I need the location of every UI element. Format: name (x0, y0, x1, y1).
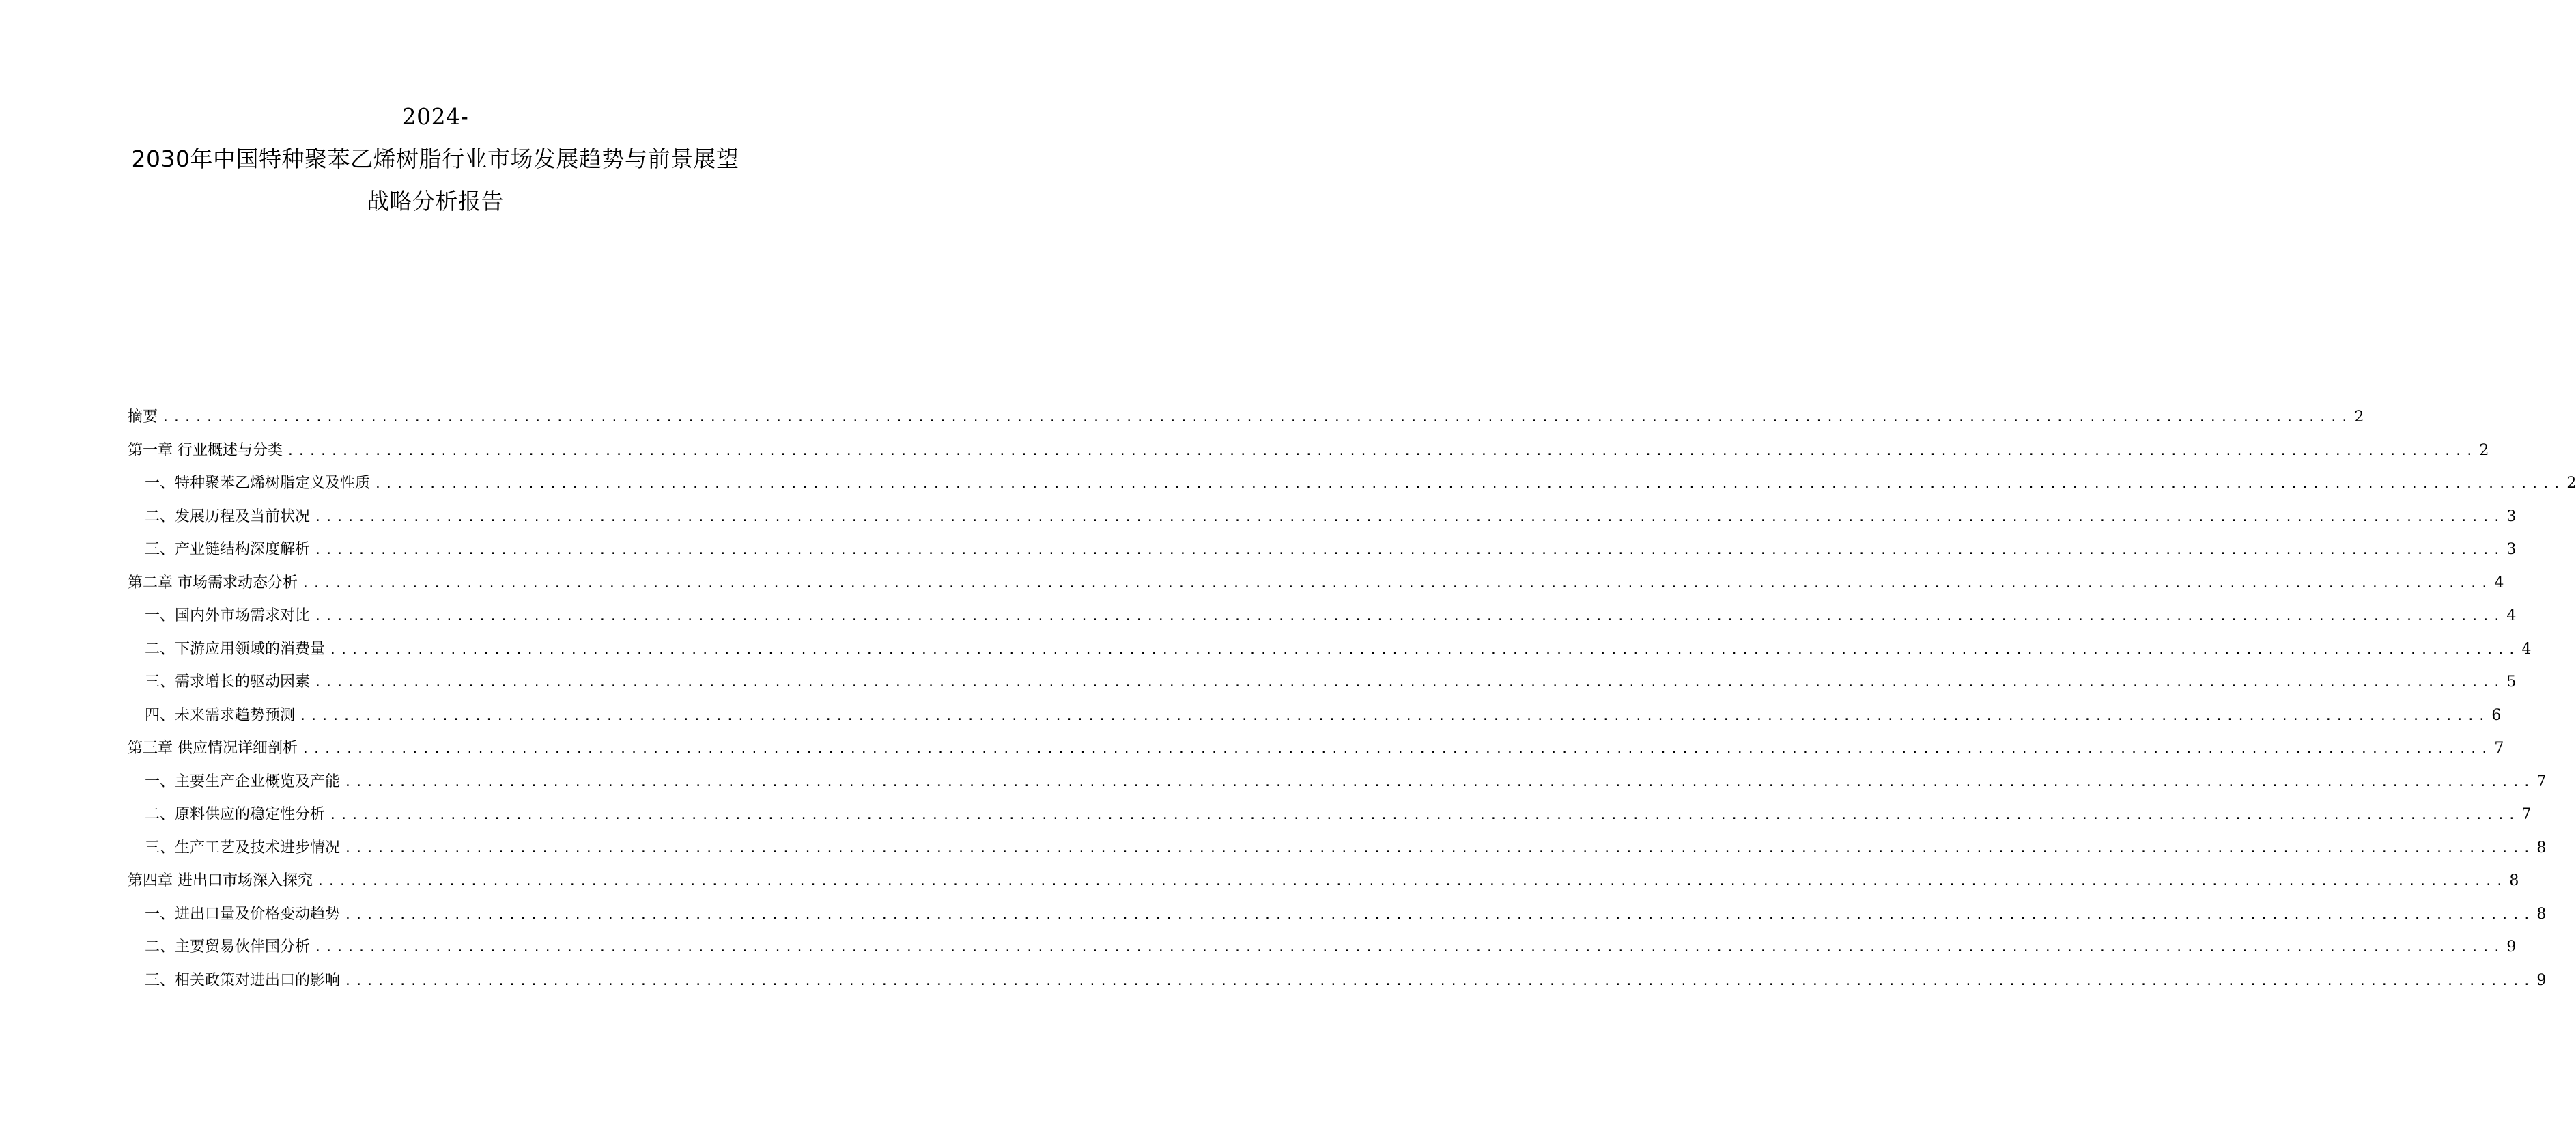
toc-dot-leader: ........................................................................................................................................................................................................ (344, 973, 2534, 988)
toc-dot-leader: ........................................................................................................................................................................................................ (314, 543, 2504, 557)
toc-entry-page: 7 (2494, 740, 2504, 757)
table-of-contents (128, 407, 2576, 1003)
toc-entry-label: 需求增长的驱动因素 (175, 673, 311, 691)
toc-entry-label: 主要贸易伙伴国分析 (175, 938, 311, 956)
toc-entry-number: 四、 (145, 706, 175, 724)
toc-entry-number: 二、 (145, 507, 175, 525)
toc-dot-leader: ........................................................................................................................................................................................................ (329, 808, 2519, 822)
toc-entry-page: 8 (2509, 872, 2519, 889)
toc-entry-label: 发展历程及当前状况 (175, 507, 311, 525)
toc-dot-leader: ........................................................................................................................................................................................................ (287, 443, 2477, 458)
toc-entry[interactable] (128, 738, 2504, 772)
title-line-3: 战略分析报告 (367, 188, 504, 214)
toc-entry[interactable] (128, 606, 2517, 639)
toc-entry[interactable] (128, 473, 2576, 507)
toc-dot-leader: ........................................................................................................................................................................................................ (344, 775, 2534, 790)
toc-entry-number: 一、 (145, 773, 175, 790)
toc-entry-page: 5 (2506, 673, 2517, 691)
toc-entry-page: 2 (2354, 408, 2364, 426)
toc-entry-page: 7 (2521, 806, 2532, 823)
toc-entry-number: 三、 (145, 541, 175, 558)
toc-entry-label: 第四章 进出口市场深入探究 (128, 872, 313, 889)
report-title (0, 96, 871, 223)
toc-entry-label: 主要生产企业概览及产能 (175, 773, 341, 790)
toc-dot-leader: ........................................................................................................................................................................................................ (374, 477, 2564, 491)
toc-entry-number: 一、 (145, 905, 175, 923)
toc-entry-page: 9 (2536, 971, 2547, 989)
title-line-1: 2024- (401, 103, 469, 130)
toc-entry-number: 三、 (145, 673, 175, 691)
toc-entry-label: 相关政策对进出口的影响 (175, 971, 341, 989)
toc-dot-leader: ........................................................................................................................................................................................................ (162, 411, 2352, 425)
toc-entry-page: 4 (2506, 607, 2517, 624)
toc-entry[interactable] (128, 904, 2547, 938)
toc-entry-label: 原料供应的稳定性分析 (175, 806, 326, 823)
toc-entry-number: 一、 (145, 607, 175, 624)
toc-entry-page: 8 (2536, 905, 2547, 923)
toc-entry-label: 特种聚苯乙烯树脂定义及性质 (175, 475, 371, 492)
toc-entry[interactable] (128, 937, 2517, 971)
toc-entry[interactable] (128, 706, 2502, 739)
toc-entry-page: 4 (2521, 640, 2532, 658)
toc-entry[interactable] (128, 441, 2489, 474)
toc-entry[interactable] (128, 838, 2547, 872)
toc-entry[interactable] (128, 573, 2504, 607)
toc-entry-page: 9 (2506, 938, 2517, 956)
toc-entry-page: 4 (2494, 574, 2504, 592)
toc-dot-leader: ........................................................................................................................................................................................................ (299, 708, 2489, 723)
toc-entry-number: 三、 (145, 839, 175, 857)
title-line-2: 2030年中国特种聚苯乙烯树脂行业市场发展趋势与前景展望 (131, 145, 739, 172)
toc-entry-label: 生产工艺及技术进步情况 (175, 839, 341, 857)
toc-entry[interactable] (128, 672, 2517, 706)
toc-dot-leader: ........................................................................................................................................................................................................ (314, 510, 2504, 525)
toc-entry[interactable] (128, 540, 2517, 573)
toc-dot-leader: ........................................................................................................................................................................................................ (344, 907, 2534, 922)
toc-entry-label: 未来需求趋势预测 (175, 706, 296, 724)
toc-dot-leader: ........................................................................................................................................................................................................ (317, 874, 2507, 889)
toc-entry-number: 二、 (145, 806, 175, 823)
toc-entry-page: 3 (2506, 507, 2517, 525)
toc-dot-leader: ........................................................................................................................................................................................................ (314, 941, 2504, 955)
toc-entry-number: 一、 (145, 475, 175, 492)
toc-entry[interactable] (128, 971, 2547, 1004)
toc-dot-leader: ........................................................................................................................................................................................................ (344, 841, 2534, 856)
toc-entry[interactable] (128, 805, 2532, 838)
toc-entry-number: 二、 (145, 640, 175, 658)
toc-entry-page: 8 (2536, 839, 2547, 857)
toc-entry-page: 2 (2566, 475, 2576, 492)
toc-entry-page: 3 (2506, 541, 2517, 558)
toc-entry-label: 下游应用领域的消费量 (175, 640, 326, 658)
toc-entry-page: 2 (2479, 441, 2489, 459)
toc-entry-number: 三、 (145, 971, 175, 989)
toc-entry-label: 产业链结构深度解析 (175, 541, 311, 558)
toc-dot-leader: ........................................................................................................................................................................................................ (302, 742, 2492, 756)
toc-entry-label: 第三章 供应情况详细剖析 (128, 740, 298, 757)
toc-entry-page: 6 (2491, 706, 2502, 724)
toc-entry-page: 7 (2536, 773, 2547, 790)
toc-entry[interactable] (128, 772, 2547, 805)
toc-entry[interactable] (128, 871, 2519, 904)
toc-dot-leader: ........................................................................................................................................................................................................ (314, 609, 2504, 624)
toc-dot-leader: ........................................................................................................................................................................................................ (314, 676, 2504, 690)
toc-entry-label: 进出口量及价格变动趋势 (175, 905, 341, 923)
toc-entry-label: 第二章 市场需求动态分析 (128, 574, 298, 592)
toc-entry-number: 二、 (145, 938, 175, 956)
toc-entry-label: 摘要 (128, 408, 158, 426)
toc-dot-leader: ........................................................................................................................................................................................................ (329, 642, 2519, 657)
toc-dot-leader: ........................................................................................................................................................................................................ (302, 576, 2492, 591)
toc-entry-label: 国内外市场需求对比 (175, 607, 311, 624)
toc-entry[interactable] (128, 639, 2532, 673)
toc-entry[interactable] (128, 407, 2364, 441)
toc-entry[interactable] (128, 507, 2517, 540)
toc-entry-label: 第一章 行业概述与分类 (128, 441, 283, 459)
